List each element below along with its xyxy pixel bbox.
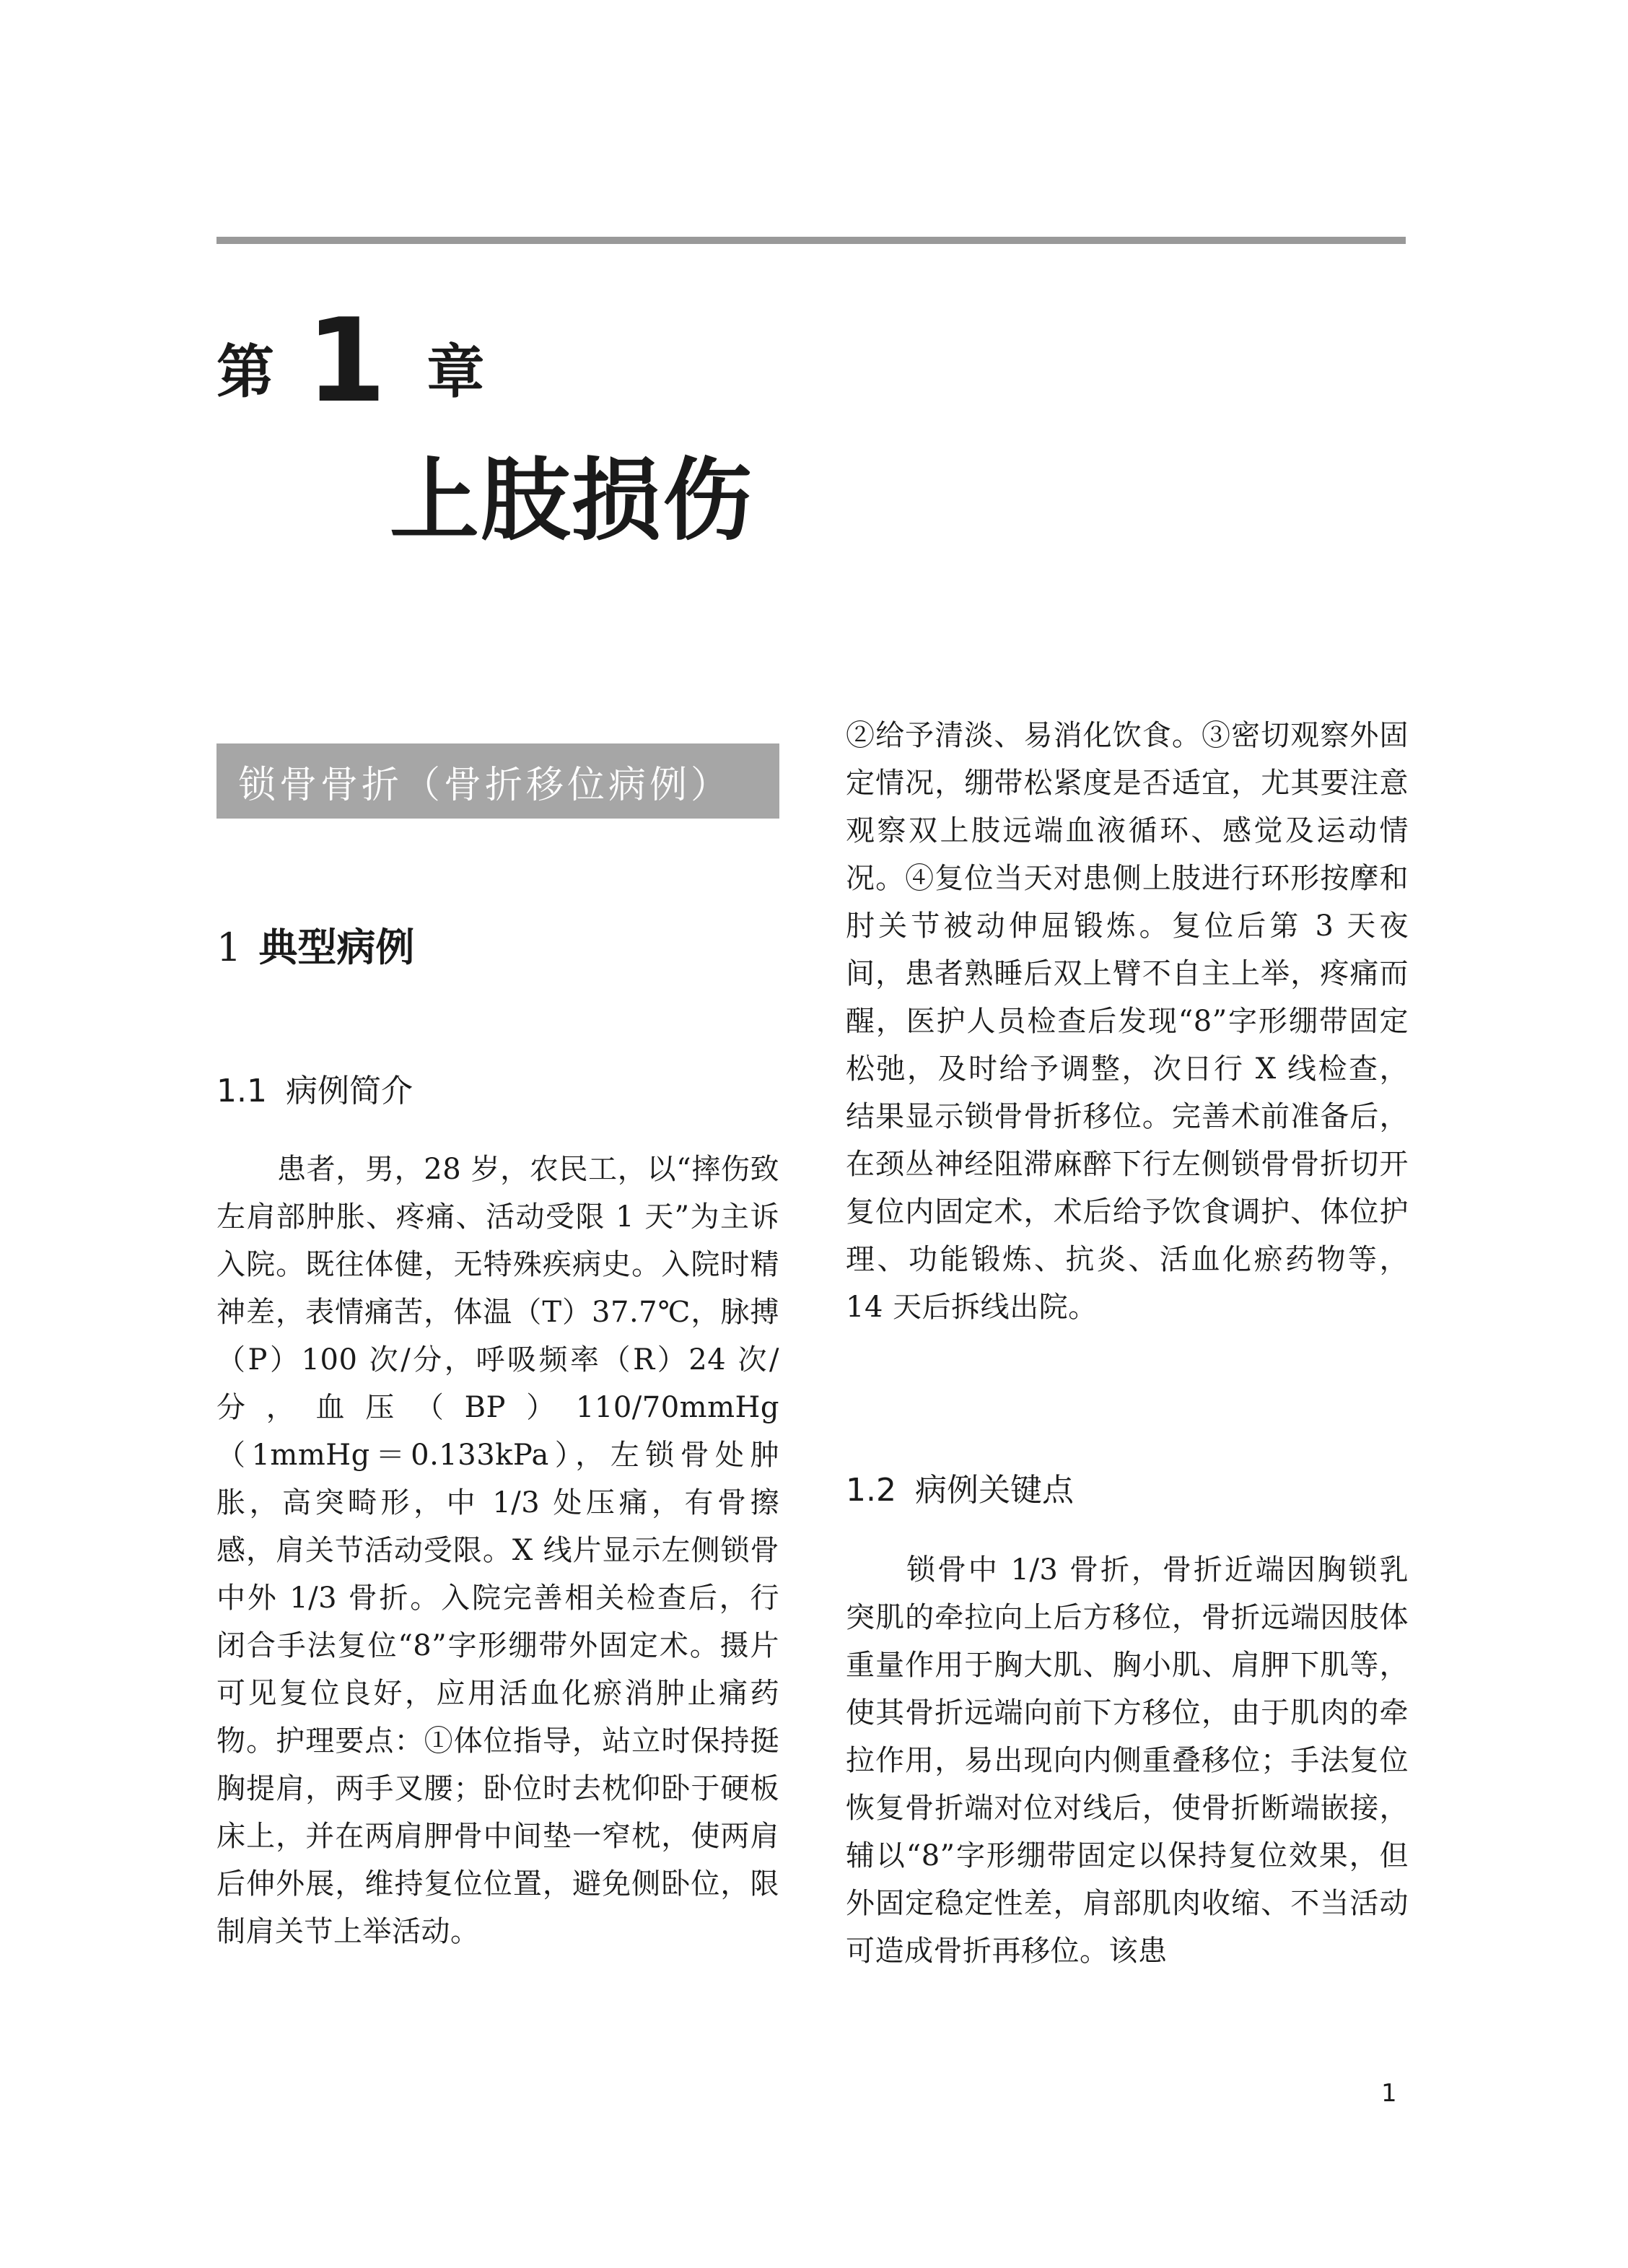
heading-number: 1.1 [216,1073,267,1109]
chapter-heading [216,293,485,428]
key-points-paragraph: 锁骨中 1/3 骨折，骨折近端因胸锁乳突肌的牵拉向上后方移位，骨折远端因肢体重量作用于胸大肌、胸小肌、肩胛下肌等，使其骨折远端向前下方移位，由于肌肉的牵拉作用，易出现向内侧重叠移位；手法复位恢复骨折端对位对线后，使骨折断端嵌接，辅以“8”字形绷带固定以保持复位效果，但外固定稳定性差，肩部肌肉收缩、不当活动可造成骨折再移位。该患 [846,1553,1409,1968]
heading-text: 病例关键点 [914,1472,1074,1509]
chapter-suffix: 章 [426,339,485,406]
heading-key-points [846,1464,1074,1510]
case-intro-paragraph: 患者，男，28 岁，农民工，以“摔伤致左肩部肿胀、疼痛、活动受限 1 天”为主诉入院。既往体健，无特殊疾病史。入院时精神差，表情痛苦，体温（T）37.7℃，脉搏（P）100 次/分，呼吸频率（R）24 次/分，血压（BP）110/70mmHg（1mmHg＝0.133kPa），左锁骨处肿胀，高突畸形，中 1/3 处压痛，有骨擦感，肩关节活动受限。X 线片显示左侧锁骨中外 1/3 骨折。入院完善相关检查后，行闭合手法复位“8”字形绷带外固定术。摄片可见复位良好，应用活血化瘀消肿止痛药物。护理要点：①体位指导，站立时保持挺胸提肩，两手叉腰；卧位时去枕仰卧于硬板床上，并在两肩胛骨中间垫一窄枕，使两肩后伸外展，维持复位位置，避免侧卧位，限制肩关节上举活动。 [216,1153,779,1948]
chapter-title: 上肢损伤 [390,448,754,553]
page-number: 1 [1381,2079,1397,2108]
heading-number: 1 [216,925,242,970]
chapter-prefix: 第 [216,339,274,406]
section-banner-text: 锁骨骨折（骨折移位病例） [238,763,732,807]
heading-number: 1.2 [846,1472,896,1509]
case-intro-continuation-paragraph: ②给予清淡、易消化饮食。③密切观察外固定情况，绷带松紧度是否适宜，尤其要注意观察双上肢远端血液循环、感觉及运动情况。④复位当天对患侧上肢进行环形按摩和肘关节被动伸屈锻炼。复位后第 3 天夜间，患者熟睡后双上臂不自主上举，疼痛而醒，医护人员检查后发现“8”字形绷带固定松弛，及时给予调整，次日行 X 线检查，结果显示锁骨骨折移位。完善术前准备后，在颈丛神经阻滞麻醉下行左侧锁骨骨折切开复位内固定术，术后给予饮食调护、体位护理、功能锻炼、抗炎、活血化瘀药物等，14 天后拆线出院。 [846,719,1409,1324]
heading-typical-case [216,917,414,972]
heading-text: 典型病例 [258,924,415,970]
heading-text: 病例简介 [285,1073,413,1109]
chapter-number: 1 [306,293,387,428]
section-banner [216,743,779,819]
chapter-top-rule [216,237,1406,244]
heading-case-intro [216,1065,413,1111]
